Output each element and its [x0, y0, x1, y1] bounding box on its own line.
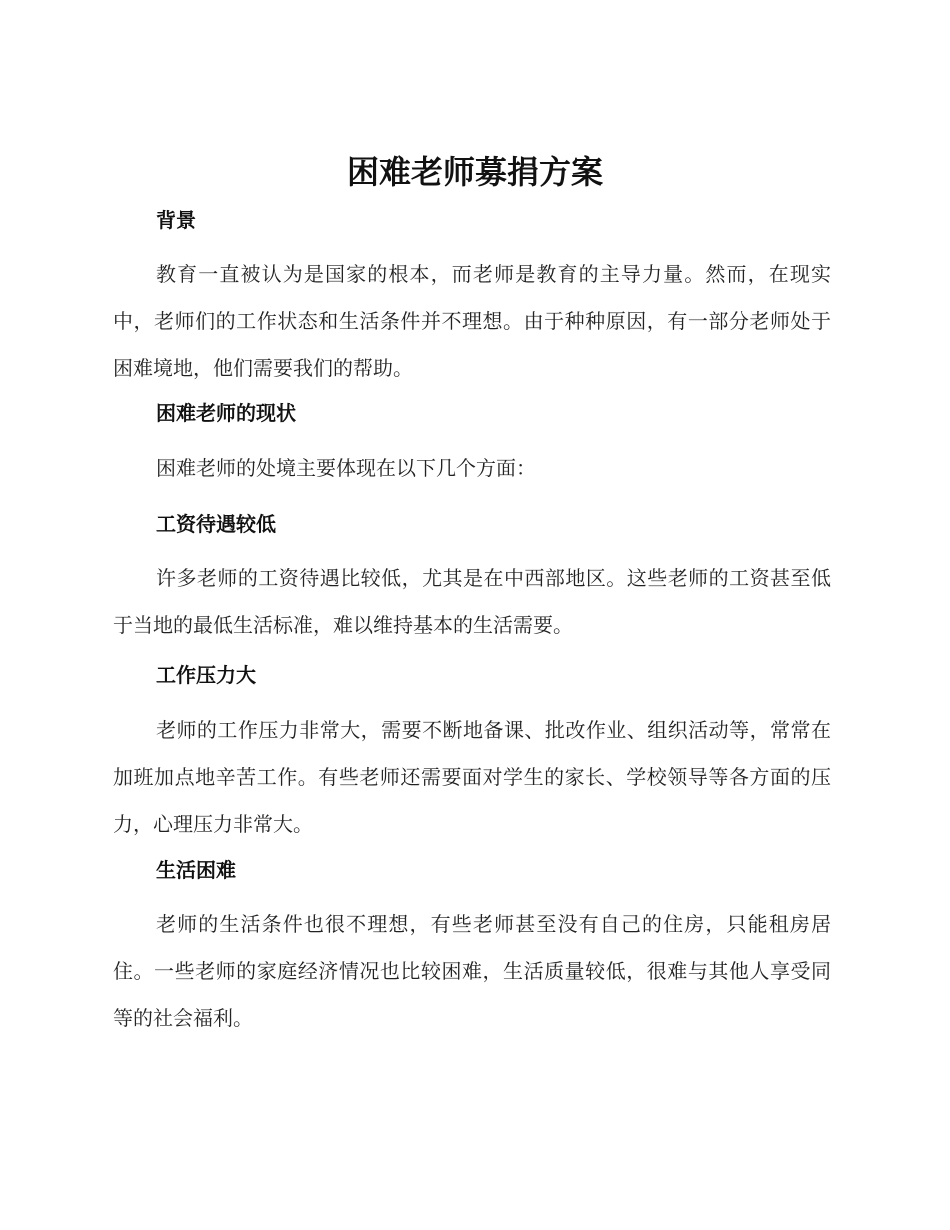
section-heading-current-situation: 困难老师的现状 [156, 401, 296, 425]
section-paragraph-background: 教育一直被认为是国家的根本，而老师是教育的主导力量。然而，在现实中，老师们的工作状态和生活条件并不理想。由于种种原因，有一部分老师处于困难境地，他们需要我们的帮助。 [113, 262, 831, 380]
document-title: 困难老师募捐方案 [346, 153, 603, 191]
section-paragraph-current-situation: 困难老师的处境主要体现在以下几个方面： [156, 456, 536, 480]
section-paragraph-living-difficulty: 老师的生活条件也很不理想，有些老师甚至没有自己的住房，只能租房居住。一些老师的家庭经济情况也比较困难，生活质量较低，很难与其他人享受同等的社会福利。 [113, 912, 831, 1030]
section-paragraph-low-salary: 许多老师的工资待遇比较低，尤其是在中西部地区。这些老师的工资甚至低于当地的最低生活标准，难以维持基本的生活需要。 [113, 566, 831, 637]
section-paragraph-work-pressure: 老师的工作压力非常大，需要不断地备课、批改作业、组织活动等，常常在加班加点地辛苦工作。有些老师还需要面对学生的家长、学校领导等各方面的压力，心理压力非常大。 [113, 718, 831, 836]
section-heading-low-salary: 工资待遇较低 [156, 512, 276, 536]
section-heading-background: 背景 [156, 208, 196, 232]
section-heading-living-difficulty: 生活困难 [156, 858, 236, 882]
section-heading-work-pressure: 工作压力大 [156, 663, 256, 687]
